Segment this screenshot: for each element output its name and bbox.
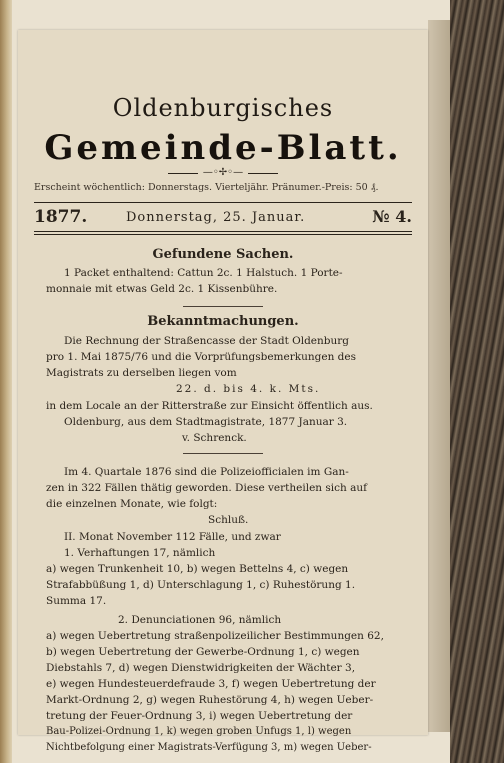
masthead-ornament-icon: —◦✢◦— <box>168 169 278 177</box>
police-line: Im 4. Quartale 1876 sind die Polizeiofficialen im Gan- <box>64 466 349 478</box>
dateline <box>34 207 412 229</box>
issue-note: Erscheint wöchentlich: Donnerstags. Vierteljähr. Pränumer.-Preis: 50 ₰. <box>34 182 379 193</box>
rule-top <box>34 202 412 203</box>
rule-bottom <box>34 231 412 232</box>
police-line: die einzelnen Monate, wie folgt: <box>46 498 218 510</box>
notice-line: Magistrats zu derselben liegen vom <box>46 367 237 379</box>
police-line: a) wegen Uebertretung straßenpolizeilicher Bestimmungen 62, <box>46 630 384 642</box>
police-line: 2. Denunciationen 96, nämlich <box>118 614 282 626</box>
notice-signature: v. Schrenck. <box>182 432 247 444</box>
notice-line: 22. d. bis 4. k. Mts. <box>176 383 321 395</box>
police-line: Bau-Polizei-Ordnung 1, k) wegen groben Unfugs 1, l) wegen <box>46 726 352 737</box>
police-line: Schluß. <box>208 514 249 526</box>
police-line: Strafabbüßung 1, d) Unterschlagung 1, c) Ruhestörung 1. <box>46 579 356 591</box>
found-line: monnaie mit etwas Geld 2c. 1 Kissenbühre. <box>46 283 278 295</box>
police-line: e) wegen Hundesteuerdefraude 3, f) wegen Uebertretung der <box>46 678 376 690</box>
police-line: tretung der Feuer-Ordnung 3, i) wegen Uebertretung der <box>46 710 353 722</box>
heading-notices: Bekanntmachungen. <box>147 314 299 329</box>
newspaper-page <box>18 30 428 753</box>
police-line: zen in 322 Fällen thätig geworden. Diese vertheilen sich auf <box>46 482 368 494</box>
police-line: II. Monat November 112 Fälle, und zwar <box>64 531 281 543</box>
police-line: b) wegen Uebertretung der Gewerbe-Ordnung 1, c) wegen <box>46 646 360 658</box>
notice-line: in dem Locale an der Ritterstraße zur Einsicht öffentlich aus. <box>46 400 373 412</box>
notice-line: Oldenburg, aus dem Stadtmagistrate, 1877 Januar 3. <box>64 416 348 428</box>
notice-line: pro 1. Mai 1875/76 und die Vorprüfungsbemerkungen des <box>46 351 356 363</box>
section-divider <box>183 453 263 454</box>
police-line: Markt-Ordnung 2, g) wegen Ruhestörung 4, h) wegen Ueber- <box>46 694 374 706</box>
police-line: Diebstahls 7, d) wegen Dienstwidrigkeiten der Wächter 3, <box>46 662 356 674</box>
found-line: 1 Packet enthaltend: Cattun 2c. 1 Halstuch. 1 Porte- <box>64 267 343 279</box>
heading-found: Gefundene Sachen. <box>152 247 294 262</box>
book-binding-left <box>0 0 12 763</box>
masthead-line-1: Oldenburgisches <box>112 94 334 122</box>
police-line: 1. Verhaftungen 17, nämlich <box>64 547 216 559</box>
notice-line: Die Rechnung der Straßencasse der Stadt Oldenburg <box>64 335 350 347</box>
issue-number: № 4. <box>372 207 412 226</box>
masthead-title: Gemeinde-Blatt. <box>44 128 402 168</box>
police-line: Summa 17. <box>46 595 107 607</box>
issue-year: 1877. <box>34 207 88 227</box>
police-line: a) wegen Trunkenheit 10, b) wegen Bettelns 4, c) wegen <box>46 563 349 575</box>
rule-bottom-double <box>34 234 412 235</box>
marbled-cover <box>450 0 504 763</box>
book-board-edge <box>428 20 450 732</box>
issue-date: Donnerstag, 25. Januar. <box>126 210 306 225</box>
section-divider <box>183 306 263 307</box>
police-line: Nichtbefolgung einer Magistrats-Verfügung 3, m) wegen Ueber- <box>46 742 372 753</box>
